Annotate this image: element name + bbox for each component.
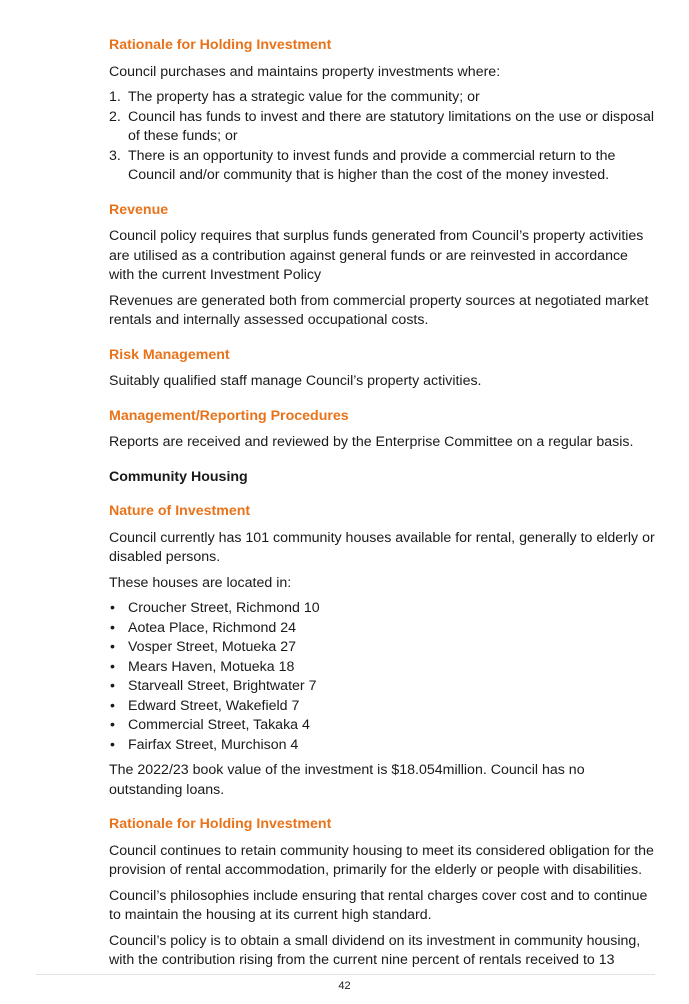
bullet-icon: • (110, 717, 115, 733)
nature-paragraph-3: The 2022/23 book value of the investment is $18.054million. Council has no outstanding loans. (109, 762, 585, 798)
list-number: 1. (109, 89, 121, 105)
rationale-intro-paragraph: Council purchases and maintains property investments where: (109, 63, 501, 80)
list-item (109, 599, 657, 619)
heading-rationale-holding-investment-2: Rationale for Holding Investment (109, 816, 332, 832)
location-text: Starveall Street, Brightwater 7 (128, 678, 317, 694)
list-number: 2. (109, 108, 121, 125)
bullet-icon: • (110, 658, 115, 675)
document-page (109, 36, 657, 971)
list-item (109, 697, 657, 717)
list-item (109, 638, 657, 658)
list-item-text: The property has a strategic value for the community; or (128, 89, 480, 105)
list-item (109, 658, 657, 678)
heading-rationale-holding-investment: Rationale for Holding Investment (109, 37, 332, 53)
heading-nature-of-investment: Nature of Investment (109, 503, 251, 519)
location-text: Commercial Street, Takaka 4 (128, 717, 310, 733)
heading-community-housing: Community Housing (109, 468, 248, 485)
revenue-paragraph-1: Council policy requires that surplus funds generated from Council’s property activities are utilised as a contribution against general funds or are reinvested in accordance with the current Investment Policy (109, 228, 644, 283)
bullet-icon: • (110, 619, 115, 636)
bullet-icon: • (110, 678, 115, 694)
location-text: Aotea Place, Richmond 24 (128, 619, 296, 636)
list-item (109, 677, 657, 697)
reporting-paragraph: Reports are received and reviewed by the Enterprise Committee on a regular basis. (109, 434, 634, 450)
list-item (109, 619, 657, 639)
heading-risk-management: Risk Management (109, 346, 230, 363)
location-text: Edward Street, Wakefield 7 (128, 697, 300, 714)
list-item-text: Council has funds to invest and there are statutory limitations on the use or disposal of these funds; or (128, 108, 655, 144)
nature-paragraph-1: Council currently has 101 community houses available for rental, generally to elderly or disabled persons. (109, 529, 655, 565)
list-item (109, 88, 657, 108)
heading-revenue: Revenue (109, 201, 169, 218)
page-number: 42 (338, 980, 351, 992)
list-item-text: There is an opportunity to invest funds and provide a commercial return to the Council and/or community that is higher than the cost of the money invested. (128, 147, 616, 183)
revenue-paragraph-2: Revenues are generated both from commercial property sources at negotiated market rentals and internally assessed occupational costs. (109, 292, 649, 328)
bullet-icon: • (110, 697, 115, 714)
location-text: Croucher Street, Richmond 10 (128, 600, 320, 616)
rationale-numbered-list (109, 88, 657, 186)
locations-bullet-list (109, 599, 657, 755)
location-text: Mears Haven, Motueka 18 (128, 658, 295, 675)
list-number: 3. (109, 147, 121, 164)
list-item (109, 736, 657, 756)
heading-management-reporting: Management/Reporting Procedures (109, 407, 349, 424)
location-text: Fairfax Street, Murchison 4 (128, 736, 299, 753)
bullet-icon: • (110, 639, 115, 655)
bullet-icon: • (110, 736, 115, 753)
location-text: Vosper Street, Motueka 27 (128, 639, 296, 655)
list-item (109, 147, 657, 186)
rationale2-paragraph-2: Council’s philosophies include ensuring that rental charges cover cost and to continue to maintain the housing at its current high standard. (109, 887, 648, 923)
risk-paragraph: Suitably qualified staff manage Council’s property activities. (109, 373, 482, 389)
rationale2-paragraph-3: Council’s policy is to obtain a small dividend on its investment in community housing, with the contribution rising from the current nine percent of rentals received to 13 (109, 932, 641, 968)
footer-divider (36, 974, 655, 975)
list-item (109, 716, 657, 736)
rationale2-paragraph-1: Council continues to retain community housing to meet its considered obligation for the provision of rental accommodation, primarily for the elderly or people with disabilities. (109, 842, 654, 878)
list-item (109, 108, 657, 147)
bullet-icon: • (110, 600, 115, 616)
nature-paragraph-2: These houses are located in: (109, 574, 292, 591)
